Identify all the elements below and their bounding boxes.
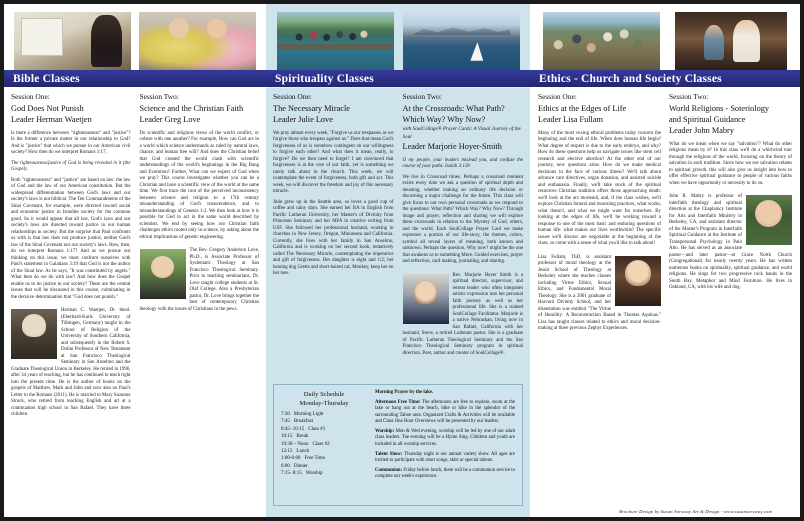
schedule-row xyxy=(281,470,367,477)
bio-text: The Rev. Gregory Anderson Love, Ph.D., is Associate Professor of Systematic Theology at San Francisco Theological Seminary. Prior to teaching seminarians, Dr. Love taught college students at St. Olaf College. Also a Presbyterian pastor, Dr. Love brings together the best of contemporary Christian theology with the issues of Christians in the pews. xyxy=(139,248,259,312)
schedule-item: Class #1 xyxy=(308,426,326,432)
session-title-line-two: Which Way? Why Now? xyxy=(402,114,486,124)
leader-bio-john-mabry xyxy=(669,194,792,292)
lisa-fullam-portrait xyxy=(615,256,661,306)
schedule-row xyxy=(281,463,367,470)
body-paragraph: Julie grew up in the Seattle area, so loves a good cup of coffee and rainy days. She earned her BA in English from Pacific Lutheran University, her Master's of Divinity from Princeton Seminary and her MFA in creative writing from USF. She followed her professional husband, working in churches in New Jersey, Oregon, Minnesota and California. Currently, she lives with her family in San Anselmo, California and is working on her second book, tentatively called The Necessary Miracle, contemplating the imperative and gift of forgiveness. Her daughter is eight and 1/2; her hearing dog Gretta and short-haired cat, Monkey, keep her on her toes. xyxy=(273,199,394,276)
session-label: Session Two: xyxy=(669,92,709,101)
schedule-row xyxy=(281,433,367,440)
greg-love-portrait xyxy=(140,249,186,299)
session-label: Session One: xyxy=(11,92,50,101)
session-leader: Leader Herman Waetjen xyxy=(11,114,92,124)
photo-row-bible xyxy=(4,4,266,70)
session-body-ethics-one xyxy=(538,131,661,248)
schedule-row xyxy=(281,418,367,425)
session-head-ethics-one xyxy=(538,92,661,125)
bio-text: Rev. Marjorie Hoyer Smith is a spiritual director, supervisor, and retreat leader who often integrates artistic expression into her personal faith journey as well as her professional life. She is a trained SoulCollage Facilitator. Marjorie is a native Nebraskan, living now in San Rafael, California with her husband, Steve, a retired Lutheran pastor. She is a graduate of Pacific Lutheran Theological Seminary and the San Francisco Theological Seminary program in spiritual direction. Poet, author and creator of SoulCollage®. xyxy=(402,272,523,356)
schedule-time: 6:00 xyxy=(281,463,290,469)
columns-bible xyxy=(4,92,266,517)
schedule-item: Break xyxy=(296,434,309,440)
session-body-ethics-two xyxy=(669,142,792,188)
session-leader: Leader Greg Love xyxy=(139,114,201,124)
section-title-bar-ethics xyxy=(530,70,800,87)
schedule-item: Breakfast xyxy=(293,419,314,425)
session-leader: Leader Lisa Fullam xyxy=(538,114,603,124)
note-text: Thursday night is our annual variety show. All ages are invited to participate with short songs, skits or special talents. xyxy=(375,451,515,464)
body-paragraph: Is there a difference between "righteousness" and "justice"? Is the former a private matter in our relationship to God? And is "justice" that which we pursue in our American civil society? How then do we interpret Romans 1:17, xyxy=(11,130,131,155)
section-title-bar-bible xyxy=(4,70,266,87)
schedule-note-morning-prayer xyxy=(375,390,515,396)
session-head-spirituality-two xyxy=(403,92,524,152)
section-title-bible: Bible Classes xyxy=(13,72,80,85)
footer-design-credit: Brochure Design by Susan Sorsway Art & Design - www.susansorsway.com xyxy=(619,509,772,514)
session-label: Session One: xyxy=(273,92,312,101)
leader-bio-greg-love xyxy=(140,248,260,313)
panel-ethics-classes xyxy=(530,4,800,517)
session-subtitle: with SoulCollage® Prayer Cards: A Visual Journey of the Soul xyxy=(402,125,521,140)
leader-bio-marjorie-hoyer-smith xyxy=(403,273,524,358)
bio-text: Herman C. Waetjen, Dr. theol. (Eberhard-Karls University of Tübingen, Germany) taught in the School of Religion of the University of Southern California, and subsequently in the Robert S. Dollar Professor of New Testament at San Francisco Theological Seminary in San Anselmo and the Graduate Theological Union in Berkeley. He retired in 1996, after 34 years of teaching, but he has continued to teach right into the present time. He is the author of books on the gospels of Matthew, Mark and John and now also on Paul's Letter to the Romans (2011). He is married to Mary Suzanne Struck, who retired from teaching English and art at a continuation high school in San Rafael. They have three children. xyxy=(11,308,131,417)
schedule-notes-column xyxy=(375,390,515,500)
daily-schedule-box xyxy=(273,384,523,506)
body-paragraph-italic xyxy=(403,158,524,171)
herman-waetjen-portrait xyxy=(11,309,57,359)
session-label: Session Two: xyxy=(139,92,179,101)
session-leader: Leader Julie Love xyxy=(273,114,333,124)
leader-bio-lisa-fullam xyxy=(538,255,661,333)
schedule-item: Worship xyxy=(305,471,323,477)
session-head-bible-one xyxy=(11,92,131,125)
photo-row-spirituality xyxy=(266,4,530,70)
body-paragraph-italic xyxy=(11,161,131,174)
note-label: Talent Show: xyxy=(375,451,403,457)
schedule-item: Lunch xyxy=(296,449,310,455)
john-mabry-portrait xyxy=(746,195,792,245)
schedule-row xyxy=(281,448,367,455)
schedule-list xyxy=(281,411,367,478)
schedule-note-communion xyxy=(375,468,515,481)
session-body-bible-two xyxy=(140,131,260,242)
bio-text: John R. Mabry is professor of interfaith theology and spiritual direction at the Chaplaincy Institute for Arts and Interfaith Ministry in Berkeley, CA, and assistant director of the Master's Program in Interfaith Spiritual Guidance at the Institute of Transpersonal Psychology in Palo Alto. He has served as an associate pastor—and later pastor—at Grace North Church (Congregational) for nearly twenty years. He has written numerous books on spirituality, spiritual guidance, and world religions. He sings for two progressive rock bands in the South Bay, Metaphor and Mind Furniture. He lives in Oakland, CA, with his wife and dog. xyxy=(669,194,792,290)
session-body-spirituality-two xyxy=(403,158,524,266)
note-label: Communion: xyxy=(375,468,403,474)
older-couple-photo xyxy=(139,12,256,70)
session-head-bible-two xyxy=(140,92,260,125)
column-bible-session-two xyxy=(140,92,260,517)
session-head-ethics-two xyxy=(669,92,792,136)
session-body-spirituality-one xyxy=(273,131,394,278)
schedule-item: Class #2 xyxy=(312,441,330,447)
leader-bio-herman-waetjen xyxy=(11,308,131,419)
schedule-time: 10:30 – Noon xyxy=(281,441,309,447)
column-ethics-session-two xyxy=(669,92,792,517)
schedule-time: 8:45- 10:15 xyxy=(281,426,305,432)
body-paragraph: We live in Crossroad times. Perhaps a crossroad moment exists every time we ask a question of spiritual depth and meaning, whether making an ordinary life decision or discerning a major challenge for the future. This class will give focus to our own personal crossroads as we respond to the questions: What Path? Which Way? Why Now? Through image and prayer, reflection and sharing we will explore these crossroads in relation to the Mystery of God, others, and the world. Each SoulCollage Prayer Card we make expresses a portion of our life-story, the themes, colors, symbol all reveal layers of meaning, both known and unknown. Perhaps the question, Why now? might be the one that awakens us to something More. Guided exercises, prayer and reflection, card making, journaling, and sharing. xyxy=(402,174,523,264)
schedule-row xyxy=(281,411,367,418)
schedule-title-line1: Daily Schedule xyxy=(303,391,345,398)
body-paragraph: We pray almost every week, "Forgive us our trespasses as we forgive those who trespass against us." Does that mean God's forgiveness of us is somehow contingent on our willingness to forgive each other? And what does it mean, really, to forgive? Do we then need to forget? I am convinced that forgiveness is at the core of our faith, yet is something we rarely talk about in the church. This week, we will contemplate the event of forgiveness, both gift and act. This week, we will discover the freedom and joy of this necessary miracle. xyxy=(273,130,394,194)
session-body-bible-one xyxy=(11,131,131,302)
columns-ethics xyxy=(530,92,800,517)
schedule-note-afternoon-free-time xyxy=(375,400,515,426)
photo-row-ethics xyxy=(530,4,800,70)
schedule-time: 12:15 xyxy=(281,449,293,455)
session-title: At the Crossroads: What Path? xyxy=(402,103,505,113)
section-title-ethics: Ethics - Church and Society Classes xyxy=(539,72,722,85)
session-leader: Leader John Mabry xyxy=(669,125,734,135)
schedule-row xyxy=(281,441,367,448)
session-head-spirituality-one xyxy=(273,92,394,125)
session-title: World Religions - Soteriology xyxy=(669,103,770,113)
session-label: Session Two: xyxy=(402,92,442,101)
classroom-presenter-photo xyxy=(14,12,131,70)
body-paragraph: What do we mean when we say "salvation"? What do other religions mean by it? In this class we'll do a whirlwind tour through the religions of the world, focusing on the theory of salvation in each tradition. Since how we see salvation relates to spiritual growth, this will also give us insight into how to offer effective spiritual guidance to people of various faiths when we have opportunity or necessity to do so. xyxy=(669,141,792,186)
schedule-note-talent-show xyxy=(375,452,515,465)
session-label: Session One: xyxy=(538,92,577,101)
session-title: Ethics at the Edges of Life xyxy=(538,103,627,113)
scripture-quote: O my people, your leaders mislead you, and confuse the course of your paths. Isaiah 3:12b xyxy=(402,157,523,169)
bio-text: Lisa Fullam, ThD, is assistant professor of moral theology at the Jesuit School of Theology at Berkeley where she teaches classes including Virtue Ethics, Sexual Ethics, and Fundamental Moral Theology. She is a 2001 graduate of Harvard Divinity School, and her dissertation was entitled "The Virtue of Humility: A Reconstruction Based in Thomas Aquinas." Lisa has taught classes related to ethics and moral decision-making at three previous Zephyr Experiences. xyxy=(538,254,661,331)
note-label: Worship: xyxy=(375,429,395,435)
column-ethics-session-one xyxy=(538,92,661,517)
section-title-bar-spirituality xyxy=(266,70,530,87)
schedule-item: Morning Light xyxy=(293,412,324,417)
schedule-row xyxy=(281,426,367,433)
session-leader: Leader Marjorie Hoyer-Smith xyxy=(402,141,502,151)
body-paragraph: Do scientific and religious views of the world conflict, or cohere with one another? For example, How can God act in a world which science understands as ruled by natural laws, chance, and human free will? And does the Christian belief that God created the world clash with scientific understandings of the world's beginnings in the Big Bang and Evolution? Further, What can we expect of God when we pray? This course investigates whether you can be a Christian and have a scientific view of the world at the same time. We first trace the root of the perceived inconsistency between science and religion to a 17th century misunderstanding of God's transcendence, and to misunderstandings of Genesis 1-2. We then look at how it is possible for God to act in the same world described by scientists. We end by seeing how our Christian faith challenges ethics rooted only in science, by asking about the ethical implications of genetic engineering. xyxy=(139,130,259,240)
schedule-note-worship xyxy=(375,429,515,448)
note-text: The afternoons are free to explore, swim at the lake or hang out at the beach, bike or hike in the splendor of the surrounding Tahoe area. Organized Crafts & Activities will be available and Class One Hour Overviews will be presented by our leaders. xyxy=(375,399,515,425)
body-paragraph: Both "righteousness" and "justice" are based on law: the law of God and the law of our American constitution. But the widespread differentiation between God's laws and our society's laws is not biblical. The Ten Commandments of the Sinai Covenant, for example, were directed toward social and economic justice in Israelite society for the common good. So it would appear that all law, God's laws and our society's laws are directed toward justice in our human relationships in society. But the surprise that Paul confronts us with is that law does not produce justice, neither God's law of the Sinai Covenant nor our society's laws. How, then, do we interpret Romans 1:17? And as we pursue our thinking on this issue, we must confront ourselves with Paul's statement in Galatians 3:19 that God is not the author of the Sinai law. As he says, "It was constituted by angels." What then do we do with law? And how does the Gospel enable us to do justice in our society? These are the central issues that will be discussed in this course, culminating in the decisive determination that "God does not punish." xyxy=(11,177,131,300)
two-women-on-porch-photo xyxy=(675,12,787,70)
panel-bible-classes xyxy=(4,4,266,517)
lake-dock-jumping-photo xyxy=(277,12,394,70)
session-title: The Necessary Miracle xyxy=(273,103,350,113)
schedule-time: 7:15- 8:15 xyxy=(281,471,302,477)
schedule-time: 10:15 xyxy=(281,434,293,440)
schedule-time: 1:00-6:00 xyxy=(281,456,301,462)
hikers-group-photo xyxy=(543,12,660,70)
column-bible-session-one xyxy=(11,92,131,517)
note-label: Afternoon Free Time: xyxy=(375,399,421,405)
schedule-title-line2: Monday-Thursday xyxy=(299,400,349,407)
session-title-line-two: and Spiritual Guidance xyxy=(669,114,746,124)
schedule-item: Dinner xyxy=(293,463,308,469)
scripture-quote: The righteousness/justice of God is being revealed in it (the Gospel). xyxy=(11,160,131,172)
session-title: Science and the Christian Faith xyxy=(139,103,244,113)
marjorie-hoyer-smith-portrait xyxy=(403,274,449,324)
schedule-times-column xyxy=(281,390,367,500)
schedule-row xyxy=(281,455,367,462)
schedule-item: Free Time xyxy=(304,456,325,462)
section-title-spirituality: Spirituality Classes xyxy=(275,72,374,85)
note-label: Morning Prayer by the lake. xyxy=(375,390,434,395)
note-text: Friday before lunch, there will be a communion service to complete our week's experience. xyxy=(375,468,515,480)
note-text: Mon & Wed evening, worship will be led by one of our adult class leaders. Tue evening will be a Hymn Sing. Children and youth are included in all worship services. xyxy=(375,429,515,447)
session-title: God Does Not Punish xyxy=(11,103,84,113)
body-paragraph: Many of the most vexing ethical problems today concern the beginning and the end of life. When does human life begin? What degree of respect is due to the early embryo, and why? How do these questions help us navigate issues like stem cell research and elective abortion? At the other end of our journey, new questions arise. How do we make medical decisions in the face of various illness? We'll talk about advance care directives, organ donation, and assisted suicide and euthanasia. Finally, we'll take stock of the spiritual resources Christian tradition offers those approaching death: we'll look at the ars moriendi, and, if the class wishes, we'll explore Christian funeral and mourning practices, what works, what doesn't, and what we might want for ourselves. By looking at the edges of life, we'll be working toward a response to one of the most basic and enduring questions of human life: what makes our lives worthwhile? The specific issues we'll discuss are negotiable at the beginning of the class, so come with a sense of what you'd like to talk about! xyxy=(538,130,661,246)
schedule-time: 7:30 xyxy=(281,412,290,417)
schedule-time: 7:45 xyxy=(281,419,290,425)
sailboat-on-lake-photo xyxy=(403,12,520,70)
